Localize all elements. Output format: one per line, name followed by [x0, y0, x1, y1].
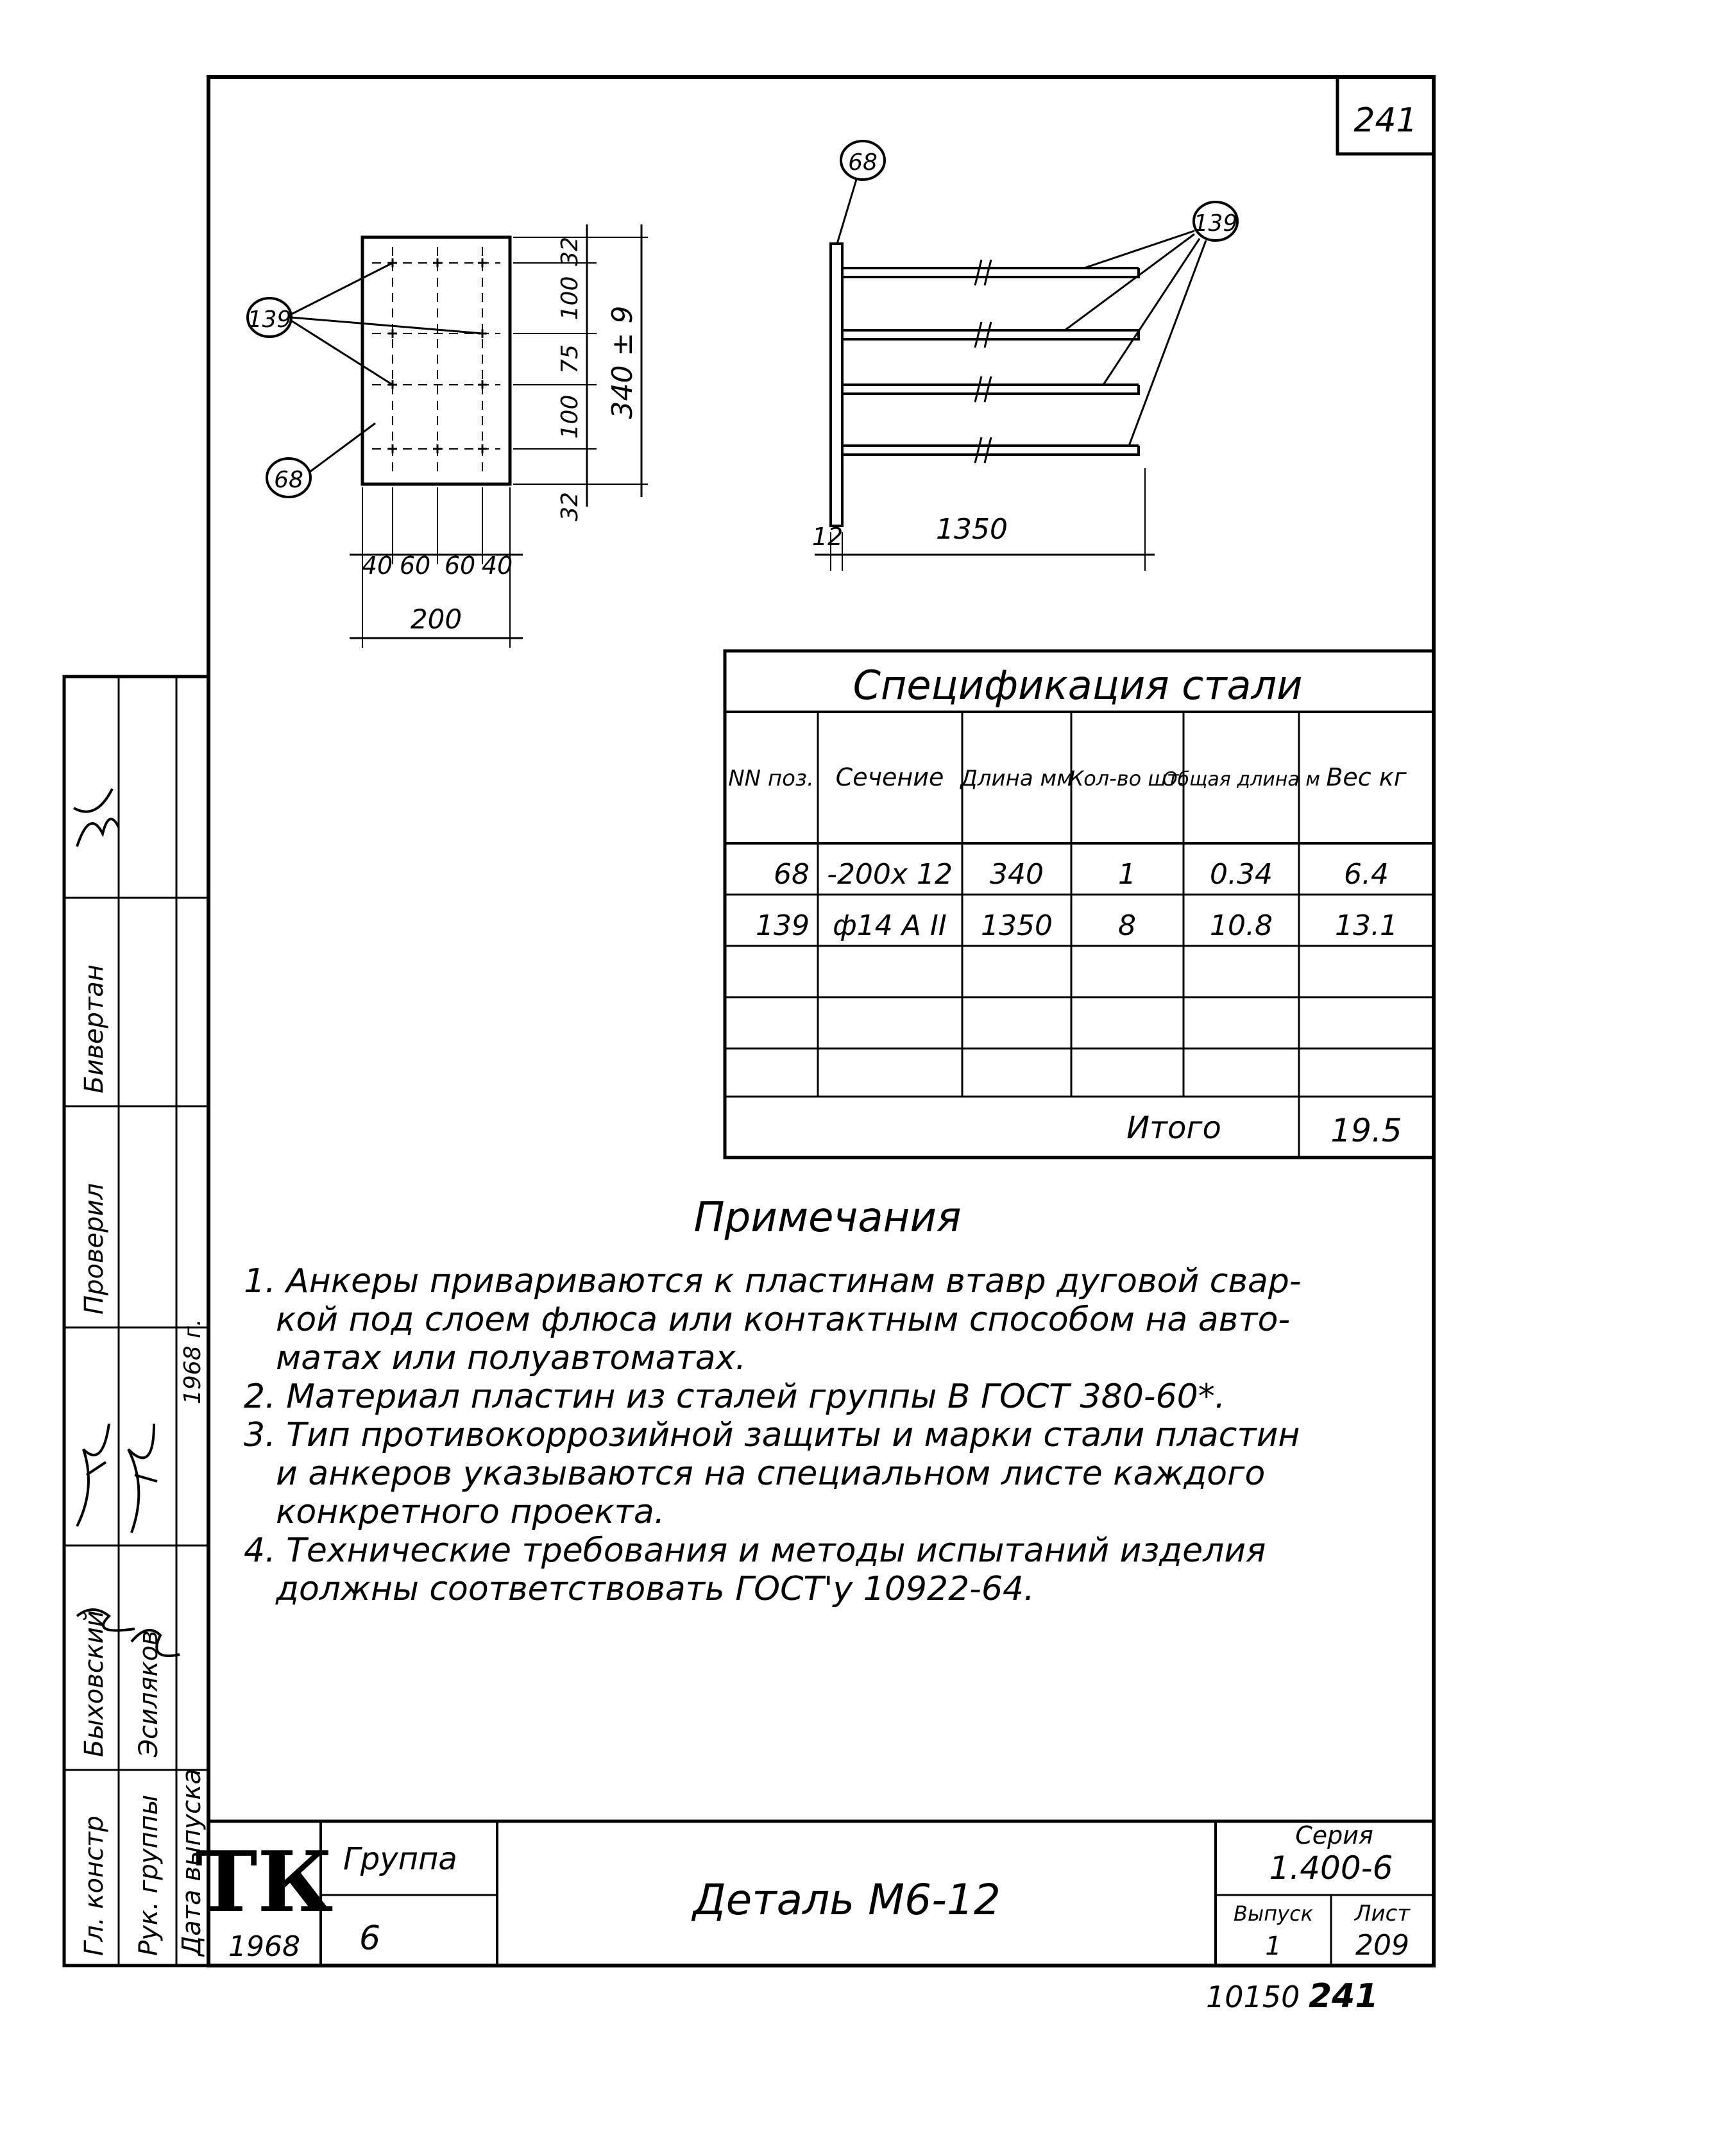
- total-value: 19.5: [1330, 1112, 1402, 1149]
- row1-total-length: 0.34: [1210, 858, 1273, 891]
- plan-vdim-1: 32: [557, 237, 583, 266]
- break-marks: [872, 260, 991, 463]
- header-weight: Вес кг: [1326, 763, 1407, 791]
- row1-pos: 68: [774, 858, 810, 891]
- spec-table-title: Спецификация стали: [853, 662, 1303, 709]
- table-row: [756, 909, 1398, 942]
- note-line-6: и анкеров указываются на специальном листе каждого: [276, 1454, 1266, 1493]
- row2-pos: 139: [756, 909, 810, 942]
- plan-dim-2: 60: [399, 552, 431, 580]
- anchor-bars: [842, 268, 1139, 455]
- header-qty: Кол-во шт.: [1069, 766, 1185, 791]
- stamp-role-2: Рук. группы: [134, 1794, 164, 1956]
- issue-value: 1: [1265, 1932, 1282, 1961]
- note-line-2: кой под слоем флюса или контактным способом на авто-: [276, 1301, 1291, 1339]
- title-block: [196, 1821, 1434, 1966]
- footer-page: 241: [1309, 1977, 1379, 2016]
- side-callout-68: 68: [848, 149, 878, 176]
- side-callout-139: 139: [1193, 210, 1238, 237]
- plan-total-width: 200: [410, 603, 462, 635]
- plan-vdim-3: 75: [557, 344, 583, 374]
- side-view: [812, 141, 1238, 571]
- plan-callout-68: 68: [274, 467, 303, 493]
- side-thickness-dim: 12: [811, 523, 844, 551]
- row2-weight: 13.1: [1335, 909, 1398, 942]
- series-value: 1.400-6: [1269, 1849, 1393, 1887]
- stamp-role-1: Гл. констр: [80, 1815, 109, 1956]
- table-row: [774, 858, 1389, 891]
- row2-total-length: 10.8: [1210, 909, 1273, 942]
- side-stamp: [64, 677, 208, 1966]
- stamp-name-3: Бивертан: [80, 964, 109, 1093]
- plan-dim-4: 40: [481, 552, 513, 580]
- footer-code: 10150: [1206, 1980, 1300, 2014]
- spec-table: [725, 651, 1434, 1158]
- sheet-label: Лист: [1354, 1901, 1411, 1926]
- row1-weight: 6.4: [1344, 858, 1389, 891]
- plan-callout-139: 139: [247, 307, 292, 333]
- drawing-title: Деталь М6-12: [693, 1875, 1001, 1924]
- row1-qty: 1: [1118, 858, 1136, 891]
- stamp-name-1: Быховский: [80, 1610, 109, 1757]
- row2-section: ф14 А II: [833, 909, 947, 942]
- note-line-7: конкретного проекта.: [276, 1493, 665, 1531]
- plan-vdim-4: 100: [557, 394, 583, 439]
- row2-qty: 8: [1118, 909, 1136, 942]
- note-line-5: 3. Тип противокоррозийной защиты и марки стали пластин: [244, 1416, 1300, 1454]
- logo-year: 1968: [228, 1930, 300, 1963]
- plan-vdim-2: 100: [557, 276, 583, 321]
- plan-view: [248, 224, 648, 648]
- note-line-1: 1. Анкеры привариваются к пластинам втавр дуговой свар-: [244, 1262, 1302, 1301]
- group-value: 6: [359, 1919, 381, 1958]
- issue-label: Выпуск: [1234, 1901, 1313, 1926]
- header-total-length: Общая длина м: [1162, 768, 1320, 791]
- notes: [244, 1194, 1302, 1608]
- plan-total-height: 340 ± 9: [606, 305, 639, 419]
- stamp-year: 1968 г.: [180, 1318, 206, 1404]
- row1-section: -200x 12: [827, 858, 953, 891]
- header-section: Сечение: [835, 763, 944, 791]
- side-length-dim: 1350: [936, 513, 1008, 546]
- stamp-name-2: Эсиляков: [134, 1630, 164, 1757]
- header-pos: NN поз.: [728, 766, 814, 791]
- group-label: Группа: [343, 1841, 457, 1877]
- row1-length: 340: [990, 858, 1044, 891]
- note-line-9: должны соответствовать ГОСТ'у 10922-64.: [276, 1570, 1035, 1608]
- plan-dim-1: 40: [361, 552, 393, 580]
- sheet-number-box: [1337, 77, 1434, 154]
- sheet-value: 209: [1355, 1929, 1409, 1962]
- series-label: Серия: [1295, 1821, 1373, 1849]
- sheet-number-top: 241: [1353, 101, 1418, 140]
- row2-length: 1350: [981, 909, 1053, 942]
- logo-tk: ТК: [195, 1833, 334, 1931]
- stamp-role-3: Проверил: [80, 1183, 109, 1315]
- plan-dim-3: 60: [444, 552, 476, 580]
- note-line-4: 2. Материал пластин из сталей группы В ГОСТ 380-60*.: [244, 1377, 1226, 1416]
- stamp-role-4: Дата выпуска: [177, 1769, 207, 1956]
- header-length: Длина мм: [960, 766, 1073, 791]
- notes-title: Примечания: [693, 1194, 962, 1242]
- note-line-3: матах или полуавтоматах.: [276, 1339, 746, 1377]
- note-line-8: 4. Технические требования и методы испытаний изделия: [244, 1531, 1266, 1570]
- plan-vdim-5: 32: [557, 492, 583, 521]
- total-label: Итого: [1126, 1110, 1221, 1146]
